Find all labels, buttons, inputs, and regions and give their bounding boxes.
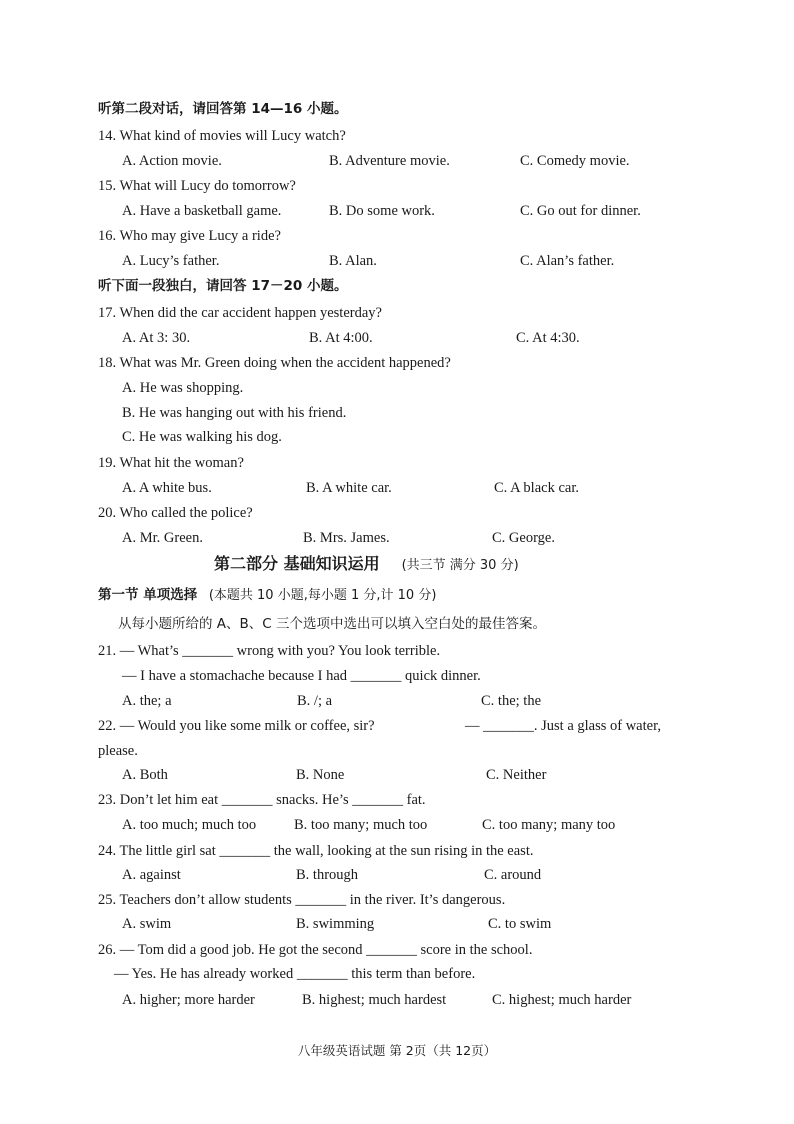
question-24-option-b: B. through — [296, 867, 359, 883]
question-18-option-a: A. He was shopping. — [122, 380, 244, 396]
question-23-stem: 23. Don’t let him eat _______ snacks. He’s _______ fat. — [98, 792, 426, 808]
question-22-option-c: C. Neither — [486, 767, 547, 783]
question-26-option-a: A. higher; more harder — [122, 992, 255, 1008]
question-15-stem: 15. What will Lucy do tomorrow? — [98, 178, 296, 194]
question-21-line-1: 21. — What’s _______ wrong with you? You look terrible. — [98, 643, 441, 659]
question-23-option-c: C. too many; many too — [482, 817, 616, 833]
question-14-option-b: B. Adventure movie. — [329, 153, 450, 169]
section-1-label: 第一节 单项选择 — [98, 587, 198, 603]
question-17-option-c: C. At 4:30. — [516, 330, 580, 346]
question-19-option-c: C. A black car. — [494, 480, 579, 496]
page-footer: 八年级英语试题 第 2页（共 12页） — [297, 1043, 497, 1058]
question-22-line-2: please. — [98, 743, 138, 759]
question-15-option-b: B. Do some work. — [329, 203, 435, 219]
question-20-option-c: C. George. — [492, 530, 555, 546]
question-24-stem: 24. The little girl sat _______ the wall, looking at the sun rising in the east. — [98, 843, 534, 859]
question-23-option-a: A. too much; much too — [122, 817, 257, 833]
section-header-17-20: 听下面一段独白，请回答 17－20 小题。 — [98, 278, 348, 294]
question-23-option-b: B. too many; much too — [294, 817, 428, 833]
question-16-option-b: B. Alan. — [329, 253, 377, 269]
question-24-option-c: C. around — [484, 867, 542, 883]
question-16-stem: 16. Who may give Lucy a ride? — [98, 228, 281, 244]
question-19-stem: 19. What hit the woman? — [98, 455, 244, 471]
question-21-option-c: C. the; the — [481, 693, 542, 709]
question-22-option-b: B. None — [296, 767, 345, 783]
question-18-option-b: B. He was hanging out with his friend. — [122, 405, 347, 421]
question-22-line-1: 22. — Would you like some milk or coffee, sir? — [98, 718, 375, 734]
section-header-14-16: 听第二段对话，请回答第 14—16 小题。 — [98, 101, 348, 117]
section-1-instruction: 从每小题所给的 A、B、C 三个选项中选出可以填入空白处的最佳答案。 — [118, 616, 547, 632]
question-14-option-a: A. Action movie. — [122, 153, 222, 169]
question-16-option-a: A. Lucy’s father. — [122, 253, 220, 269]
question-19-option-b: B. A white car. — [306, 480, 392, 496]
question-20-stem: 20. Who called the police? — [98, 505, 253, 521]
question-22-option-a: A. Both — [122, 767, 168, 783]
question-17-option-a: A. At 3: 30. — [122, 330, 191, 346]
question-26-line-2: — Yes. He has already worked _______ this term than before. — [114, 966, 476, 982]
question-17-stem: 17. When did the car accident happen yesterday? — [98, 305, 382, 321]
question-15-option-c: C. Go out for dinner. — [520, 203, 641, 219]
question-26-line-1: 26. — Tom did a good job. He got the second _______ score in the school. — [98, 942, 533, 958]
question-26-option-c: C. highest; much harder — [492, 992, 632, 1008]
question-21-option-b: B. /; a — [297, 693, 333, 709]
question-26-option-b: B. highest; much hardest — [302, 992, 447, 1008]
question-25-option-a: A. swim — [122, 916, 172, 932]
question-17-option-b: B. At 4:00. — [309, 330, 373, 346]
question-25-option-c: C. to swim — [488, 916, 552, 932]
question-14-stem: 14. What kind of movies will Lucy watch? — [98, 128, 346, 144]
question-14-option-c: C. Comedy movie. — [520, 153, 630, 169]
question-16-option-c: C. Alan’s father. — [520, 253, 615, 269]
question-25-option-b: B. swimming — [296, 916, 375, 932]
question-24-option-a: A. against — [122, 867, 181, 883]
question-18-stem: 18. What was Mr. Green doing when the accident happened? — [98, 355, 451, 371]
question-15-option-a: A. Have a basketball game. — [122, 203, 282, 219]
section-1-heading — [98, 586, 436, 605]
question-25-stem: 25. Teachers don’t allow students _______ in the river. It’s dangerous. — [98, 892, 506, 908]
question-21-option-a: A. the; a — [122, 693, 172, 709]
question-19-option-a: A. A white bus. — [122, 480, 212, 496]
question-22-line-1-reply: — _______. Just a glass of water, — [465, 718, 661, 734]
question-21-line-2: — I have a stomachache because I had _______ quick dinner. — [122, 668, 481, 684]
question-20-option-a: A. Mr. Green. — [122, 530, 203, 546]
question-20-option-b: B. Mrs. James. — [303, 530, 390, 546]
part-2-note: (共三节 满分 30 分) — [401, 558, 519, 573]
question-18-option-c: C. He was walking his dog. — [122, 429, 282, 445]
part-2-title: 第二部分 基础知识运用 — [214, 554, 380, 573]
section-1-note: (本题共 10 小题,每小题 1 分,计 10 分) — [208, 588, 437, 603]
part-2-heading — [214, 555, 519, 575]
